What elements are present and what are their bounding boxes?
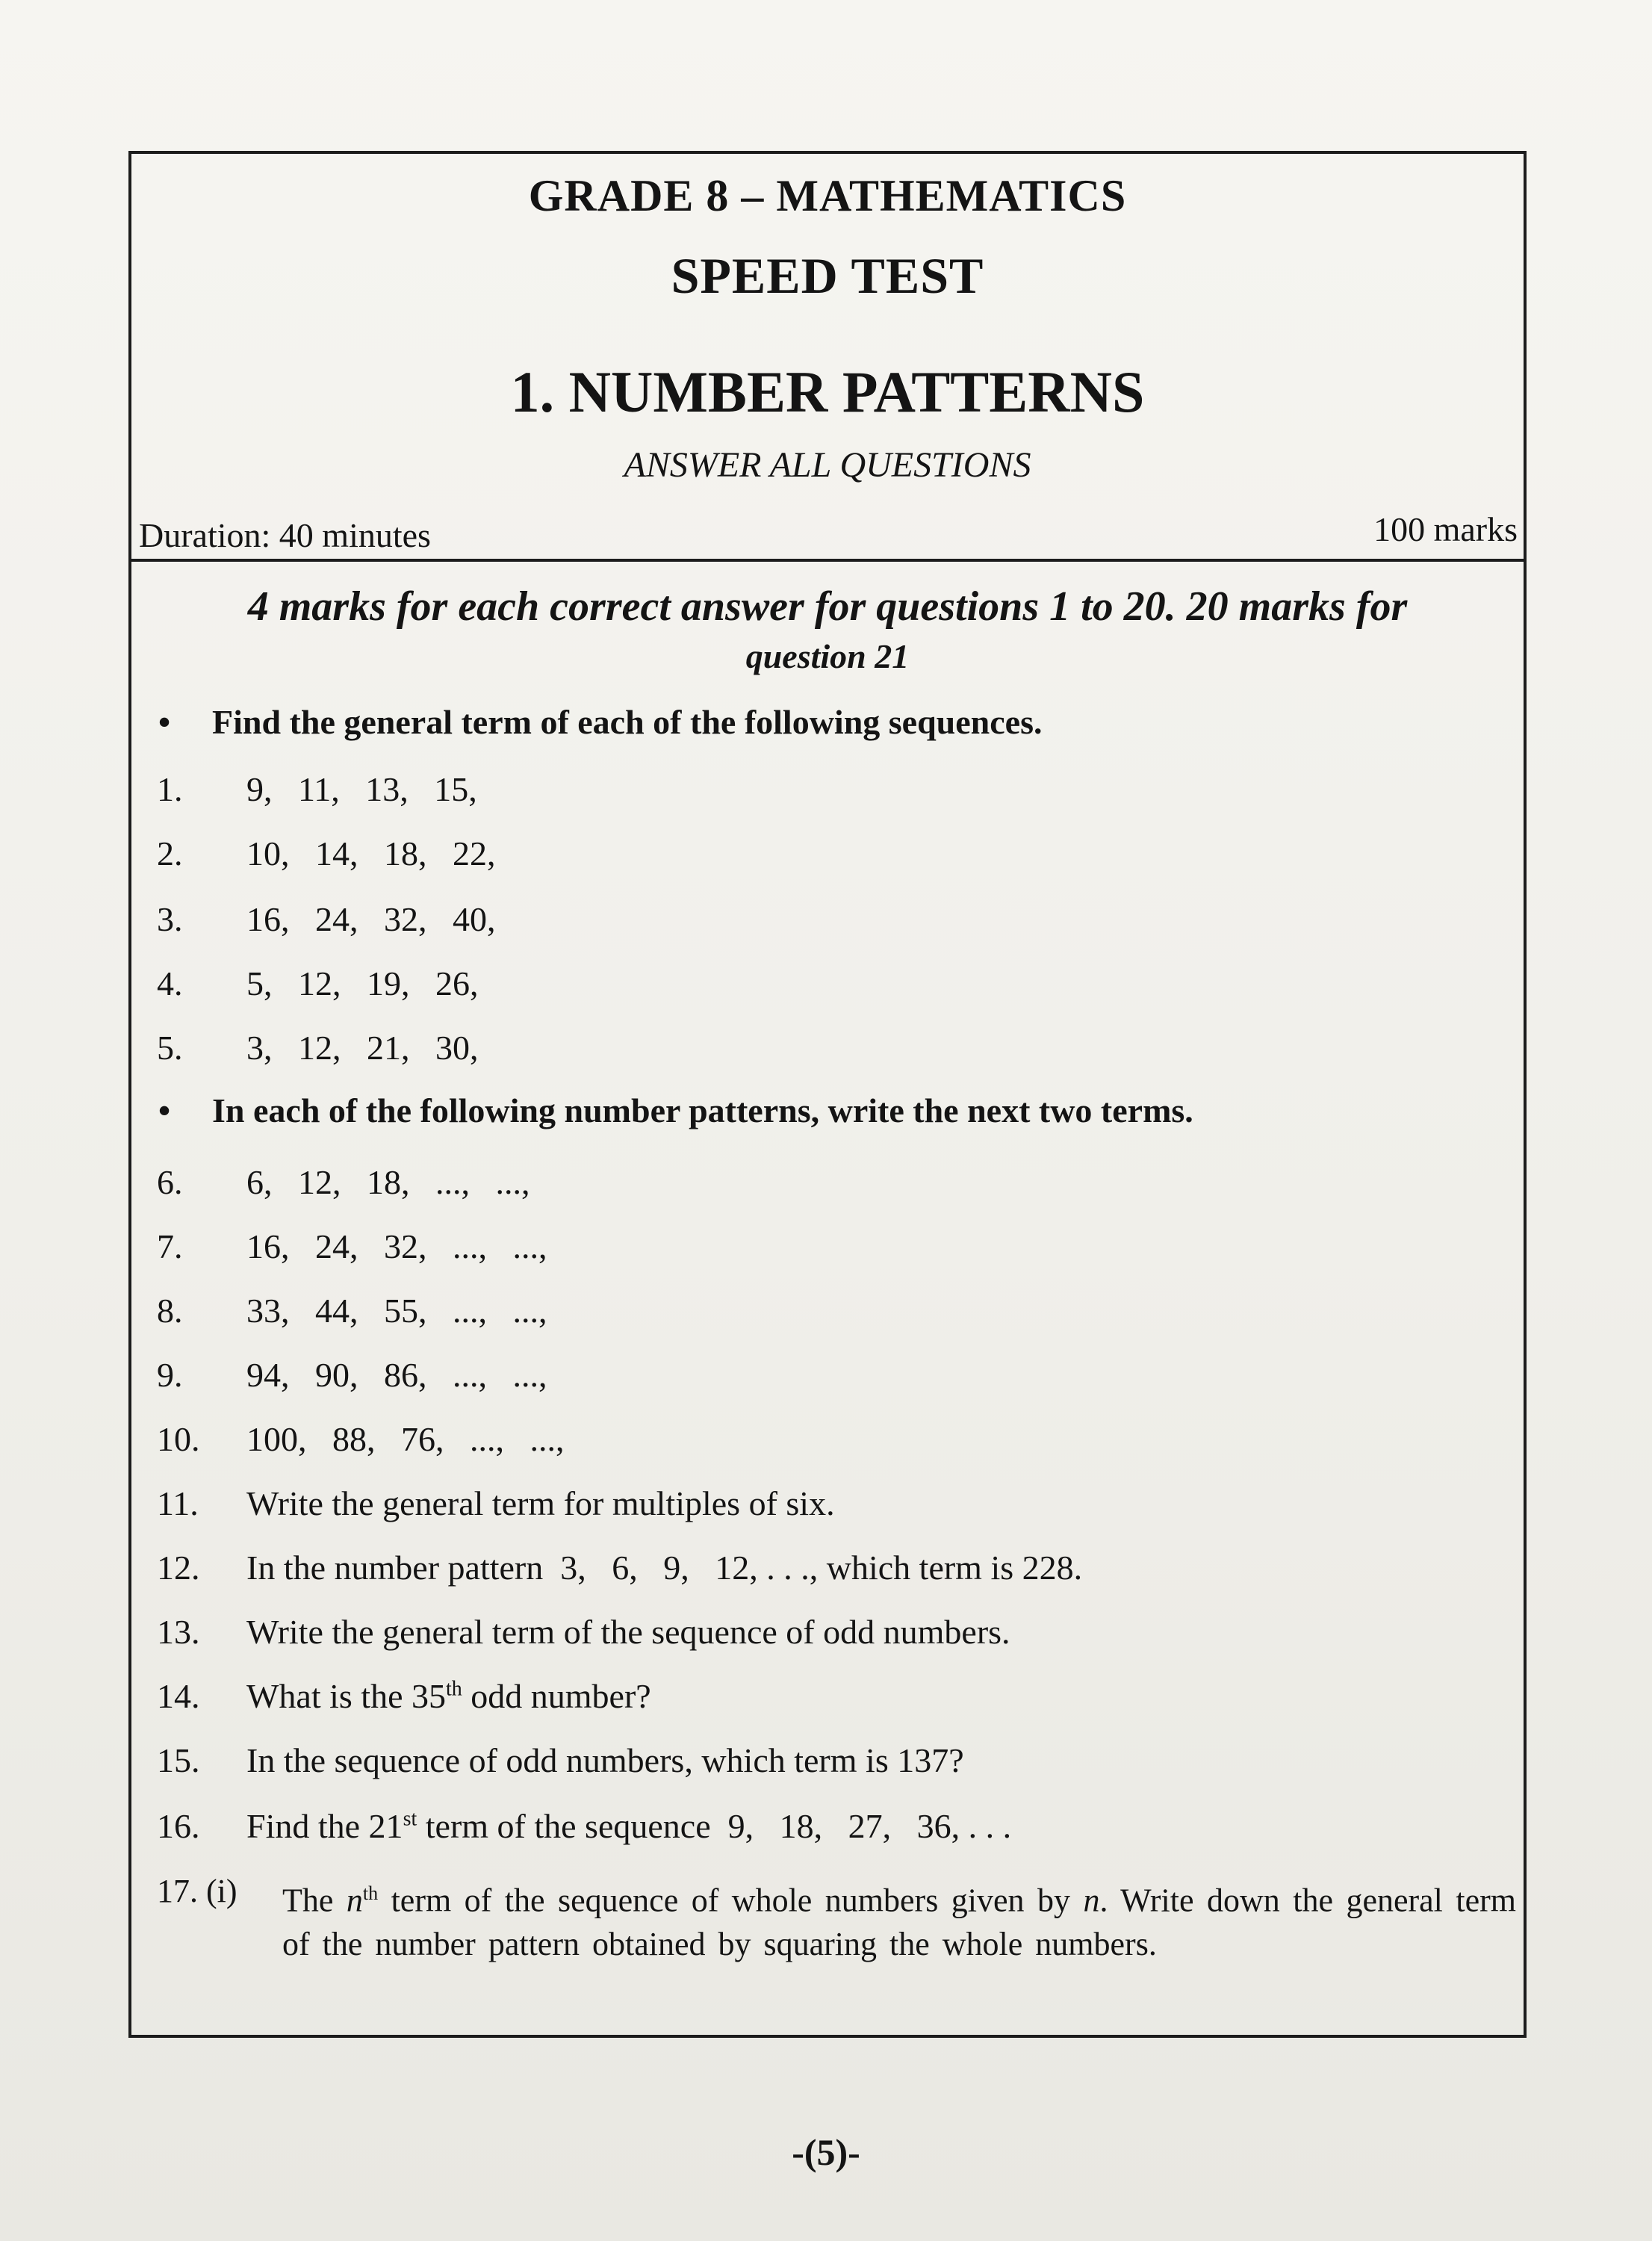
section-heading: In each of the following number patterns, write the next two terms.: [212, 1091, 1193, 1129]
question-number: 13.: [157, 1613, 200, 1651]
marks-note-line1: 4 marks for each correct answer for questions 1 to 20. 20 marks for: [247, 583, 1408, 630]
question-number: 17. (i): [157, 1873, 237, 1909]
question-text: The $n^{th}$ term of the sequence of whole numbers given by n. Write down the general term of the number pattern obtained by squaring the whole numbers.: [282, 1882, 1517, 1962]
section-general-term: [158, 702, 1043, 742]
question-13: [157, 1612, 1010, 1652]
chapter-title: 1. NUMBER PATTERNS: [510, 359, 1145, 424]
question-text: 16, 24, 32, ..., ...,: [246, 1227, 547, 1265]
question-text: Find the 21st term of the sequence 9, 18, 27, 36, . . .: [246, 1807, 1012, 1845]
question-text: In the number pattern 3, 6, 9, 12, . . ., which term is 228.: [246, 1549, 1083, 1587]
question-number: 6.: [157, 1163, 183, 1201]
bullet-icon: •: [158, 1091, 171, 1129]
section-heading: Find the general term of each of the following sequences.: [212, 703, 1043, 741]
question-number: 11.: [157, 1484, 199, 1522]
question-number: 7.: [157, 1227, 183, 1265]
question-17: [157, 1872, 1516, 1966]
page-number: -(5)-: [792, 2131, 860, 2173]
grade-title: GRADE 8 – MATHEMATICS: [528, 171, 1127, 220]
question-12: [157, 1548, 1082, 1587]
question-number: 2.: [157, 834, 183, 872]
question-number: 10.: [157, 1420, 200, 1458]
question-text: Write the general term of the sequence of odd numbers.: [246, 1613, 1010, 1651]
question-number: 9.: [157, 1356, 183, 1394]
section-next-terms: [158, 1091, 1193, 1130]
question-text: What is the 35th odd number?: [246, 1677, 651, 1715]
question-7: [157, 1227, 547, 1266]
question-2: [157, 834, 496, 873]
question-6: [157, 1162, 530, 1202]
question-number: 1.: [157, 770, 183, 808]
question-text: 94, 90, 86, ..., ...,: [246, 1356, 547, 1394]
marks-note-line2: question 21: [745, 637, 910, 675]
question-number: 16.: [157, 1807, 200, 1845]
question-11: [157, 1484, 835, 1523]
question-9: [157, 1355, 547, 1395]
question-number: 8.: [157, 1292, 183, 1330]
question-text: In the sequence of odd numbers, which term is 137?: [246, 1741, 964, 1779]
total-marks-label: 100 marks: [1373, 510, 1518, 548]
question-5: [157, 1028, 479, 1067]
header-divider: [128, 559, 1527, 562]
question-16: [157, 1806, 1011, 1846]
question-4: [157, 964, 479, 1003]
question-number: 4.: [157, 964, 183, 1002]
instruction-text: ANSWER ALL QUESTIONS: [624, 445, 1031, 485]
question-8: [157, 1291, 547, 1330]
question-text: 16, 24, 32, 40,: [246, 900, 496, 938]
question-14: [157, 1676, 651, 1716]
question-text: 3, 12, 21, 30,: [246, 1029, 479, 1067]
question-number: 12.: [157, 1549, 200, 1587]
question-3: [157, 899, 496, 939]
question-text: 5, 12, 19, 26,: [246, 964, 479, 1002]
question-15: [157, 1741, 964, 1780]
question-text: 10, 14, 18, 22,: [246, 834, 496, 872]
question-text: 100, 88, 76, ..., ...,: [246, 1420, 565, 1458]
question-text: 6, 12, 18, ..., ...,: [246, 1163, 530, 1201]
question-number: 5.: [157, 1029, 183, 1067]
question-number: 14.: [157, 1677, 200, 1715]
test-title: SPEED TEST: [671, 247, 984, 304]
bullet-icon: •: [158, 703, 171, 741]
question-text: 9, 11, 13, 15,: [246, 770, 477, 808]
question-number: 15.: [157, 1741, 200, 1779]
question-10: [157, 1419, 565, 1459]
question-text: 33, 44, 55, ..., ...,: [246, 1292, 547, 1330]
question-number: 3.: [157, 900, 183, 938]
duration-label: Duration: 40 minutes: [139, 516, 431, 554]
question-text: Write the general term for multiples of six.: [246, 1484, 835, 1522]
question-1: [157, 769, 477, 809]
